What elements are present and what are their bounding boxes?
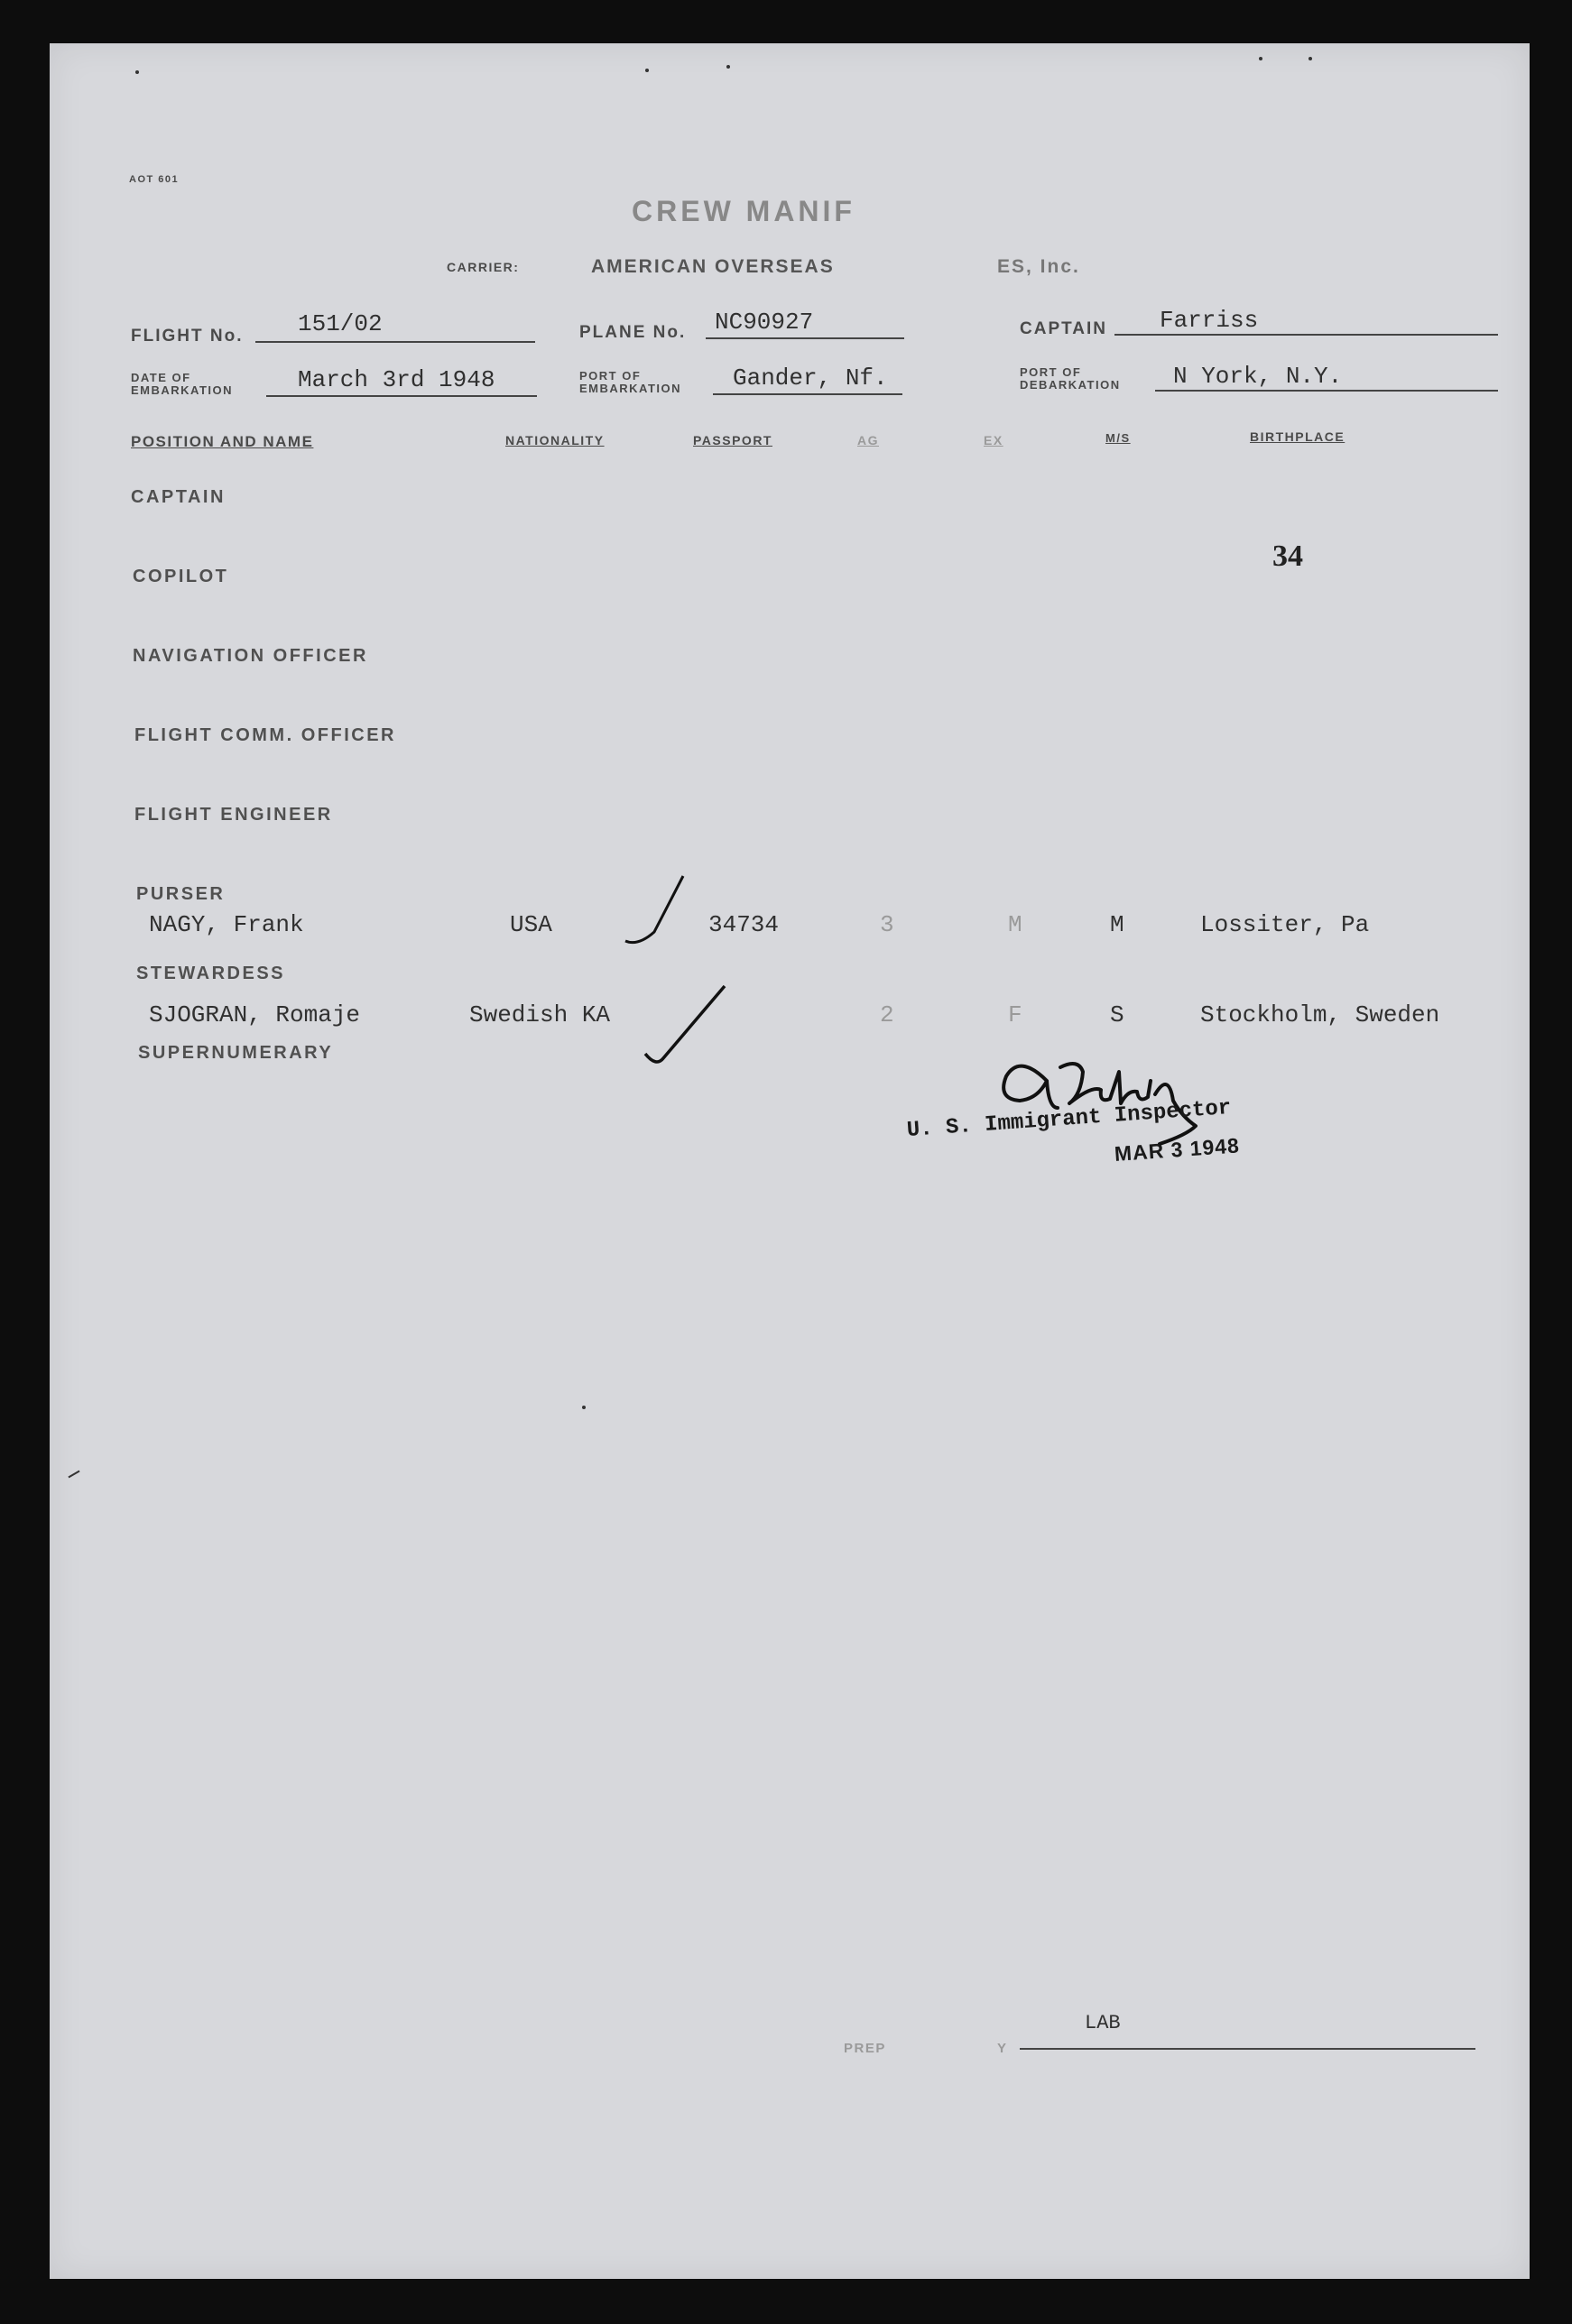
col-nationality: NATIONALITY — [505, 433, 605, 447]
page-number: 34 — [1272, 540, 1303, 573]
stamp-date: MAR 3 1948 — [1114, 1133, 1241, 1166]
port-debarkation-line — [1155, 390, 1498, 392]
captain-value: Farriss — [1160, 307, 1259, 334]
crew-birthplace: Stockholm, Sweden — [1200, 1001, 1440, 1028]
scan-speck — [645, 69, 649, 72]
role-flight-engineer: FLIGHT ENGINEER — [134, 805, 333, 825]
port-debarkation-label-1: PORT OF — [1020, 365, 1082, 379]
scan-mark — [68, 1471, 79, 1479]
carrier-value-tail: ES, Inc. — [997, 256, 1080, 277]
col-birthplace: BIRTHPLACE — [1250, 429, 1345, 444]
flight-no-value: 151/02 — [298, 310, 383, 337]
crew-age: 3 — [880, 911, 894, 938]
port-embarkation-label-1: PORT OF — [579, 369, 642, 383]
role-navigation-officer: NAVIGATION OFFICER — [133, 646, 368, 666]
footer-label: PREP — [844, 2041, 886, 2056]
port-debarkation-value: N York, N.Y. — [1173, 363, 1343, 390]
inspector-stamp: U. S. Immigrant Inspector — [906, 1095, 1233, 1143]
form-code: AOT 601 — [129, 174, 180, 185]
check-mark-purser — [625, 876, 683, 943]
crew-name: NAGY, Frank — [149, 911, 304, 938]
role-stewardess: STEWARDESS — [136, 964, 286, 983]
captain-label: CAPTAIN — [1020, 319, 1108, 338]
footer-value: LAB — [1085, 2012, 1121, 2034]
date-embarkation-label-2: EMBARKATION — [131, 383, 234, 397]
scan-speck — [1259, 57, 1262, 60]
crew-age: 2 — [880, 1001, 894, 1028]
col-marital: M/S — [1105, 431, 1131, 445]
role-captain: CAPTAIN — [131, 487, 226, 507]
scan-speck — [1308, 57, 1312, 60]
crew-sex: F — [1008, 1001, 1022, 1028]
role-copilot: COPILOT — [133, 567, 229, 586]
port-embarkation-value: Gander, Nf. — [733, 364, 888, 392]
crew-name: SJOGRAN, Romaje — [149, 1001, 361, 1028]
role-purser: PURSER — [136, 884, 226, 904]
flight-no-label: FLIGHT No. — [131, 327, 244, 346]
crew-marital: S — [1110, 1001, 1124, 1028]
check-mark-stewardess — [645, 986, 725, 1062]
footer-label-tail: Y — [997, 2041, 1008, 2056]
plane-no-label: PLANE No. — [579, 323, 687, 342]
scan-speck — [726, 65, 730, 69]
port-embarkation-label-2: EMBARKATION — [579, 382, 682, 395]
crew-marital: M — [1110, 911, 1124, 938]
port-embarkation-line — [713, 393, 902, 395]
role-flight-comm-officer: FLIGHT COMM. OFFICER — [134, 725, 396, 745]
footer-line — [1020, 2048, 1475, 2050]
carrier-label: CARRIER: — [447, 260, 520, 274]
captain-line — [1114, 334, 1498, 336]
date-embarkation-label-1: DATE OF — [131, 371, 191, 384]
crew-sex: M — [1008, 911, 1022, 938]
scan-speck — [135, 70, 139, 74]
col-age: AG — [857, 433, 879, 447]
check-marks — [618, 869, 754, 1085]
col-passport: PASSPORT — [693, 433, 772, 447]
manifest-title: CREW MANIF — [632, 195, 855, 227]
role-supernumerary: SUPERNUMERARY — [138, 1043, 334, 1063]
date-embarkation-value: March 3rd 1948 — [298, 366, 495, 393]
plane-no-line — [706, 337, 904, 339]
port-debarkation-label-2: DEBARKATION — [1020, 378, 1121, 392]
col-sex: EX — [984, 433, 1003, 447]
plane-no-value: NC90927 — [715, 309, 814, 336]
crew-nationality: Swedish KA — [469, 1001, 611, 1028]
crew-nationality: USA — [510, 911, 552, 938]
manifest-sheet — [50, 43, 1530, 2279]
scan-speck — [582, 1406, 586, 1409]
date-embarkation-line — [266, 395, 537, 397]
crew-birthplace: Lossiter, Pa — [1200, 911, 1370, 938]
carrier-value: AMERICAN OVERSEAS — [591, 256, 835, 277]
crew-passport: 34734 — [708, 911, 780, 938]
col-position-name: POSITION AND NAME — [131, 433, 314, 450]
flight-no-line — [255, 341, 535, 343]
